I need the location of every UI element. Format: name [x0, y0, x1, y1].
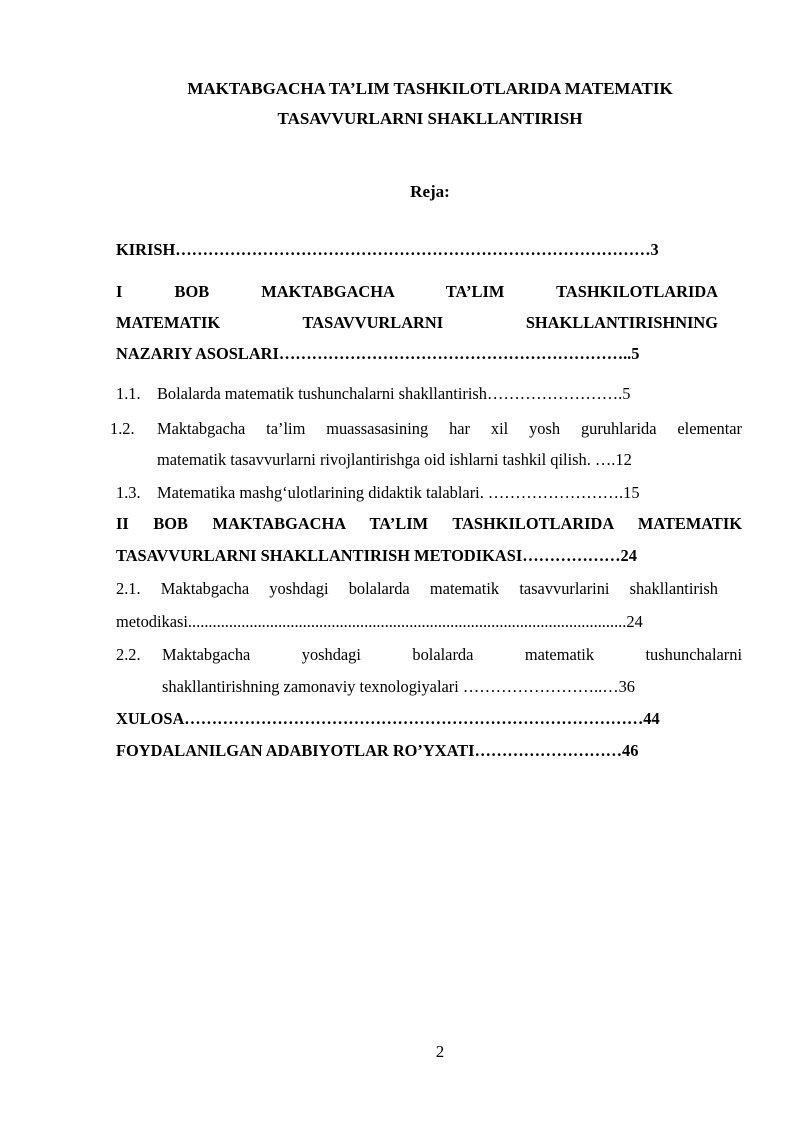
- toc-chapter-2-text-1: II BOB MAKTABGACHA TA’LIM TASHKILOTLARIDA MATEMATIK: [116, 514, 742, 533]
- toc-section-1-2-title-line-2: matematik tasavvurlarni rivojlantirishga oid ishlarni tashkil qilish. ….12: [157, 450, 632, 469]
- toc-chapter-1-text-1: I BOB MAKTABGACHA TA’LIM TASHKILOTLARIDA: [116, 282, 718, 301]
- toc-chapter-1-line-1: [116, 284, 718, 300]
- toc-section-1-1-number: 1.1.: [116, 384, 141, 403]
- document-title-line-2: TASAVVURLARNI SHAKLLANTIRISH: [277, 109, 583, 128]
- toc-section-2-1-text-1: 2.1. Maktabgacha yoshdagi bolalarda matematik tasavvurlarini shakllantirish: [116, 579, 718, 598]
- toc-conclusion: XULOSA…………………………………………………………………………44: [116, 709, 660, 728]
- toc-section-1-1-title: Bolalarda matematik tushunchalarni shakllantirish…………………….5: [157, 384, 631, 403]
- document-title-line-1: MAKTABGACHA TA’LIM TASHKILOTLARIDA MATEMATIK: [187, 79, 673, 98]
- toc-section-2-2-title-line-2: shakllantirishning zamonaviy texnologiyalari ……………………..…36: [162, 677, 635, 696]
- toc-section-1-3-number: 1.3.: [116, 483, 141, 502]
- toc-references: FOYDALANILGAN ADABIYOTLAR RO’YXATI………………………46: [116, 741, 639, 760]
- toc-section-1-3-title: Matematika mashg‘ulotlarining didaktik talablari. …………………….15: [157, 483, 640, 502]
- toc-section-2-2-text-1: Maktabgacha yoshdagi bolalarda matematik tushunchalarni: [162, 645, 742, 664]
- toc-section-1-2-title-line-1: [157, 421, 742, 437]
- toc-section-1-2-text-1: Maktabgacha ta’lim muassasasining har xil yosh guruhlarida elementar: [157, 419, 742, 438]
- toc-introduction: KIRISH……………………………………………………………………………3: [116, 240, 659, 259]
- page-number: 2: [435, 1042, 445, 1061]
- toc-section-2-1-line-2: metodikasi...........................................................................................................24: [116, 614, 643, 631]
- toc-chapter-2-line-1: [116, 516, 742, 532]
- toc-chapter-1-text-2: MATEMATIK TASAVVURLARNI SHAKLLANTIRISHNING: [116, 313, 718, 332]
- toc-section-2-1-line-1: [116, 581, 718, 597]
- toc-section-2-2-title-line-1: [162, 647, 742, 663]
- toc-chapter-1-line-2: [116, 315, 718, 331]
- toc-section-2-2-number: 2.2.: [116, 645, 141, 664]
- plan-heading: Reja:: [410, 182, 450, 201]
- toc-chapter-2-line-2: TASAVVURLARNI SHAKLLANTIRISH METODIKASI………………24: [116, 546, 637, 565]
- toc-chapter-1-line-3: NAZARIY ASOSLARI………………………………………………………..5: [116, 344, 640, 363]
- toc-section-1-2-number: 1.2.: [110, 419, 135, 438]
